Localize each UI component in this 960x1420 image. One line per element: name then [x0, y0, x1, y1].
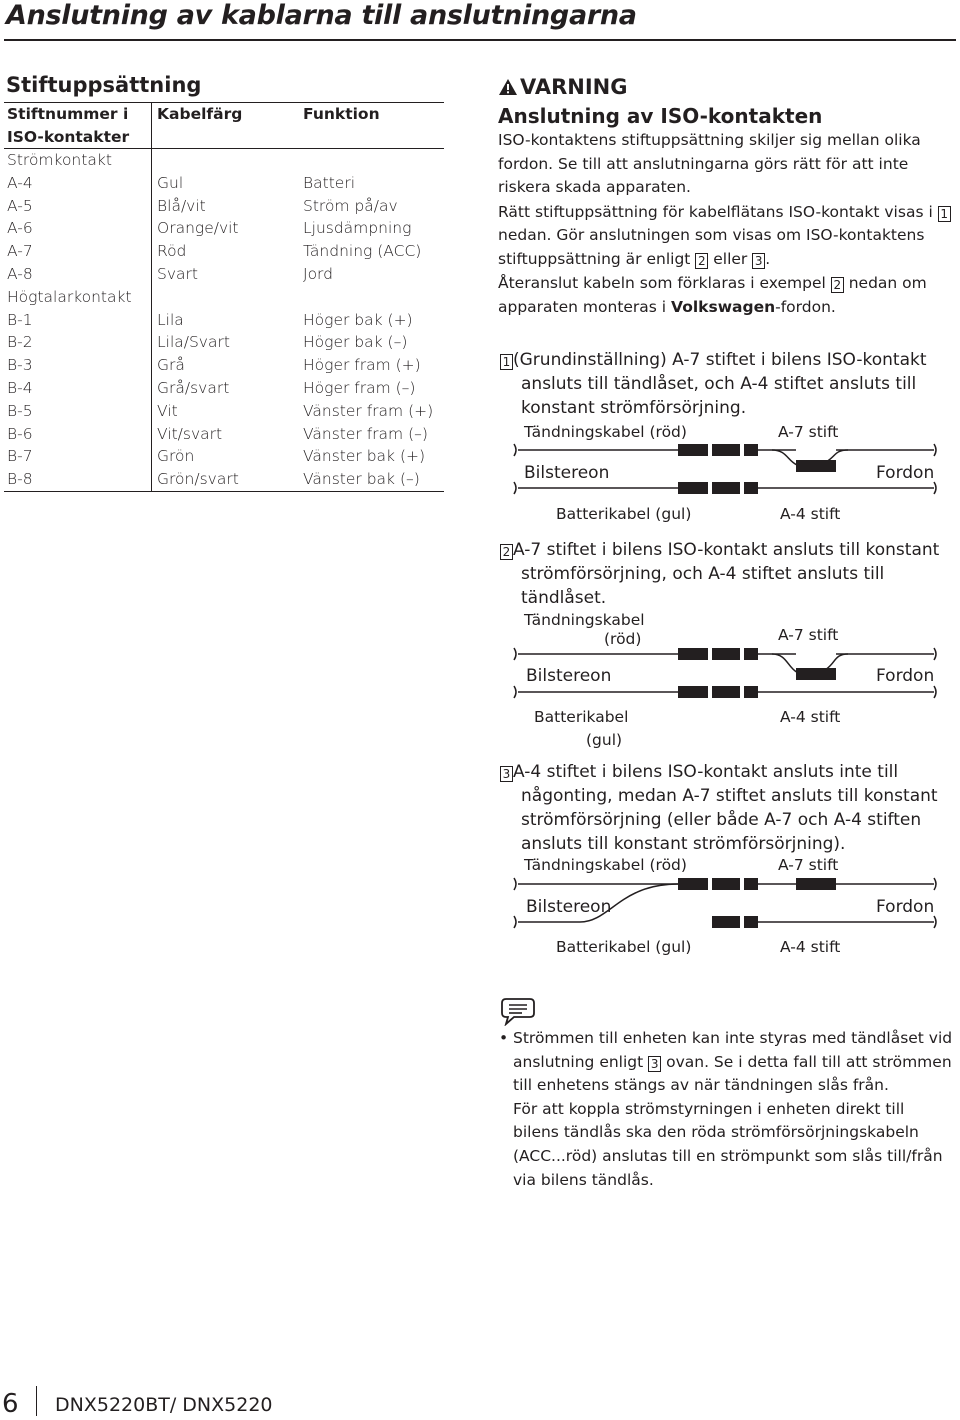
- case-3-a4-label: A-4 stift: [780, 938, 841, 956]
- table-row: [4, 445, 444, 468]
- case-1-left-label: Bilstereon: [524, 463, 610, 483]
- pin-table: [4, 102, 444, 492]
- case-1-a4-label: A-4 stift: [780, 505, 841, 523]
- connector-icon: [678, 482, 708, 494]
- warning-block: [498, 72, 958, 319]
- function-cell: Höger fram (–): [303, 378, 416, 397]
- function-cell: Jord: [303, 264, 333, 283]
- case-2-battery-label-2: (gul): [586, 731, 623, 749]
- function-cell: Vänster bak (+): [303, 447, 426, 466]
- pin-cell: B-4: [4, 377, 152, 400]
- function-cell: Höger fram (+): [303, 356, 421, 375]
- pin-table-body: [4, 149, 444, 492]
- connector-icon: [744, 482, 758, 494]
- table-group-row: [4, 149, 444, 172]
- case-3-wiring-diagram: [500, 874, 950, 944]
- brand-name: Volkswagen: [671, 297, 776, 316]
- table-row: [4, 240, 444, 263]
- pin-cell: B-7: [4, 445, 152, 468]
- table-cell: [152, 286, 304, 309]
- note-icon: [500, 996, 536, 1026]
- case-2-text: [500, 538, 950, 610]
- case-1-wiring-diagram: [500, 440, 950, 510]
- case-1-right-label: Fordon: [876, 463, 935, 483]
- table-row: [4, 217, 444, 240]
- warning-p2-text-b: nedan. Gör anslutningen som visas om ISO-kontaktens stiftuppsättning är enligt: [498, 226, 925, 268]
- page-title: Anslutning av kablarna till anslutningarna: [6, 0, 637, 31]
- case-2-battery-label-1: Batterikabel: [534, 708, 629, 726]
- col-header-function: Funktion: [303, 105, 380, 123]
- warning-heading-text: VARNING: [520, 75, 628, 99]
- case-2-text-first: A-7 stiftet i bilens ISO-kontakt ansluts till konstant: [513, 540, 940, 560]
- case-1-connectors: [678, 444, 836, 494]
- note-p1-text-a: Strömmen till enheten kan inte styras med tändlåset vid anslutning enligt: [513, 1029, 953, 1071]
- pin-cell: B-1: [4, 309, 152, 332]
- color-cell: Lila/Svart: [157, 333, 230, 352]
- case-1-ignition-label: Tändningskabel (röd): [524, 423, 687, 441]
- table-group-row: [4, 286, 444, 309]
- ref-box-1: 1: [938, 206, 951, 222]
- color-cell: Röd: [157, 242, 187, 261]
- case-3-battery-label: Batterikabel (gul): [556, 938, 692, 956]
- col-header-color: Kabelfärg: [157, 105, 243, 123]
- note-ref-box-3: 3: [648, 1056, 661, 1072]
- function-cell: Höger bak (–): [303, 333, 408, 352]
- table-row: [4, 195, 444, 218]
- pin-cell: A-8: [4, 263, 152, 286]
- connector-icon: [744, 444, 758, 456]
- pin-cell: A-7: [4, 240, 152, 263]
- case-3-right-label: Fordon: [876, 897, 935, 917]
- connector-icon: [678, 686, 708, 698]
- group-title: Strömkontakt: [4, 149, 152, 172]
- warning-p3-text-c: -fordon.: [775, 297, 836, 316]
- group-title: Högtalarkontakt: [4, 286, 152, 309]
- connector-icon: [678, 878, 708, 890]
- connector-icon: [796, 460, 836, 472]
- case-2-number: 2: [500, 544, 513, 560]
- function-cell: Ljusdämpning: [303, 219, 412, 238]
- connector-icon: [796, 878, 836, 890]
- color-cell: Grå: [157, 356, 185, 375]
- connector-icon: [712, 878, 740, 890]
- footer-divider: [36, 1386, 37, 1416]
- ref-box-2: 2: [695, 253, 708, 269]
- case-1-text-first: (Grundinställning) A-7 stiftet i bilens ISO-kontakt: [513, 350, 927, 370]
- color-cell: Grön: [157, 447, 195, 466]
- connector-icon: [744, 686, 758, 698]
- case-2-right-label: Fordon: [876, 666, 935, 686]
- color-cell: Grå/svart: [157, 378, 230, 397]
- function-cell: Vänster fram (–): [303, 424, 428, 443]
- connector-icon: [744, 648, 758, 660]
- pin-section-title: Stiftuppsättning: [6, 73, 202, 97]
- color-cell: Orange/vit: [157, 219, 239, 238]
- warning-p2-text-c: eller: [713, 249, 748, 268]
- color-cell: Vit: [157, 401, 178, 420]
- note-p1-text-b: ovan. Se i detta fall till att strömmen till enhetens stängs av när tändningen slås från.: [513, 1052, 952, 1095]
- warning-icon: [498, 78, 518, 96]
- warning-p3-text-b: nedan om apparaten monteras i: [498, 274, 927, 316]
- case-2-text-rest: strömförsörjning, och A-4 stiftet ansluts till tändlåset.: [521, 564, 885, 608]
- function-cell: Vänster bak (–): [303, 470, 420, 489]
- table-cell: [152, 149, 304, 172]
- pin-cell: B-2: [4, 331, 152, 354]
- case-1-battery-label: Batterikabel (gul): [556, 505, 692, 523]
- table-row: [4, 468, 444, 491]
- connector-icon: [744, 878, 758, 890]
- connector-icon: [712, 916, 740, 928]
- case-3-text-rest: någonting, medan A-7 stiftet ansluts till konstant strömförsörjning (eller både A-7 och A-4 stiften ansluts till konstant strömförsörjning).: [521, 786, 938, 854]
- warning-subheading: Anslutning av ISO-kontakten: [498, 104, 823, 128]
- table-row: [4, 423, 444, 446]
- case-1-text: [500, 348, 950, 420]
- connector-icon: [712, 482, 740, 494]
- case-2-ignition-label-2: (röd): [604, 630, 642, 648]
- table-row: [4, 172, 444, 195]
- pin-cell: B-3: [4, 354, 152, 377]
- connector-icon: [712, 686, 740, 698]
- color-cell: Blå/vit: [157, 196, 206, 215]
- case-3-number: 3: [500, 766, 513, 782]
- warning-p3-text-a: Återanslut kabeln som förklaras i exempel: [498, 274, 826, 292]
- note-paragraph-2: För att koppla strömstyrningen i enheten direkt till bilens tändlås ska den röda strömförsörjningskabeln (ACC...röd) anslutas till en strömpunkt som slås till/från via bilens tändlås.: [513, 1099, 943, 1189]
- title-rule: [4, 39, 956, 41]
- page-number: 6: [2, 1389, 19, 1419]
- case-2-a4-label: A-4 stift: [780, 708, 841, 726]
- case-3-left-label: Bilstereon: [526, 897, 612, 917]
- table-row: [4, 263, 444, 286]
- warning-paragraph-2: [498, 201, 958, 272]
- col-header-pin: Stiftnummer i ISO-kontakter: [4, 103, 152, 149]
- case-1-text-rest: ansluts till tändlåset, och A-4 stiftet ansluts till konstant strömförsörjning.: [521, 374, 917, 418]
- connector-icon: [678, 648, 708, 660]
- warning-paragraph-3: [498, 272, 958, 319]
- case-3-text: [500, 760, 950, 856]
- case-3-a7-label: A-7 stift: [778, 856, 839, 874]
- table-row: [4, 309, 444, 332]
- color-cell: Svart: [157, 264, 198, 283]
- case-2-wiring-diagram: [500, 644, 950, 714]
- case-2-left-label: Bilstereon: [526, 666, 612, 686]
- function-cell: Batteri: [303, 173, 356, 192]
- pin-cell: B-8: [4, 468, 152, 491]
- connector-icon: [744, 916, 758, 928]
- color-cell: Vit/svart: [157, 424, 223, 443]
- warning-paragraph-1: ISO-kontaktens stiftuppsättning skiljer sig mellan olika fordon. Se till att anslutningarna görs rätt för att inte riskera skada apparaten.: [498, 131, 921, 196]
- note-bullet: •: [499, 1029, 509, 1047]
- case-3-ignition-label: Tändningskabel (röd): [524, 856, 687, 874]
- color-cell: Grön/svart: [157, 470, 239, 489]
- pin-cell: B-5: [4, 400, 152, 423]
- color-cell: Gul: [157, 173, 184, 192]
- case-3-text-first: A-4 stiftet i bilens ISO-kontakt ansluts inte till: [513, 762, 899, 782]
- pin-cell: A-6: [4, 217, 152, 240]
- note-block: [494, 1027, 954, 1192]
- model-name: DNX5220BT/ DNX5220: [55, 1394, 273, 1416]
- warning-p2-text-d: .: [765, 249, 771, 268]
- table-row: [4, 400, 444, 423]
- connector-icon: [796, 668, 836, 680]
- pin-cell: A-5: [4, 195, 152, 218]
- function-cell: Ström på/av: [303, 196, 398, 215]
- function-cell: Höger bak (+): [303, 310, 413, 329]
- table-cell: [303, 286, 444, 309]
- case-1-number: 1: [500, 354, 513, 370]
- connector-icon: [678, 444, 708, 456]
- connector-icon: [712, 648, 740, 660]
- connector-icon: [712, 444, 740, 456]
- table-row: [4, 377, 444, 400]
- warning-heading: [498, 72, 958, 102]
- function-cell: Tändning (ACC): [303, 242, 422, 261]
- case-3-connectors: [678, 878, 836, 928]
- case-2-connectors: [678, 648, 836, 698]
- pin-cell: A-4: [4, 172, 152, 195]
- table-cell: [303, 149, 444, 172]
- pin-cell: B-6: [4, 423, 152, 446]
- case-1-a7-label: A-7 stift: [778, 423, 839, 441]
- case-2-ignition-label-1: Tändningskabel: [524, 611, 645, 629]
- ref-box-3: 3: [752, 253, 765, 269]
- color-cell: Lila: [157, 310, 184, 329]
- table-row: [4, 354, 444, 377]
- function-cell: Vänster fram (+): [303, 401, 434, 420]
- note-paragraph-1: [494, 1027, 954, 1098]
- ref-box-2b: 2: [831, 277, 844, 293]
- table-row: [4, 331, 444, 354]
- warning-p2-text-a: Rätt stiftuppsättning för kabelflätans ISO-kontakt visas i: [498, 202, 933, 221]
- case-2-a7-label: A-7 stift: [778, 626, 839, 644]
